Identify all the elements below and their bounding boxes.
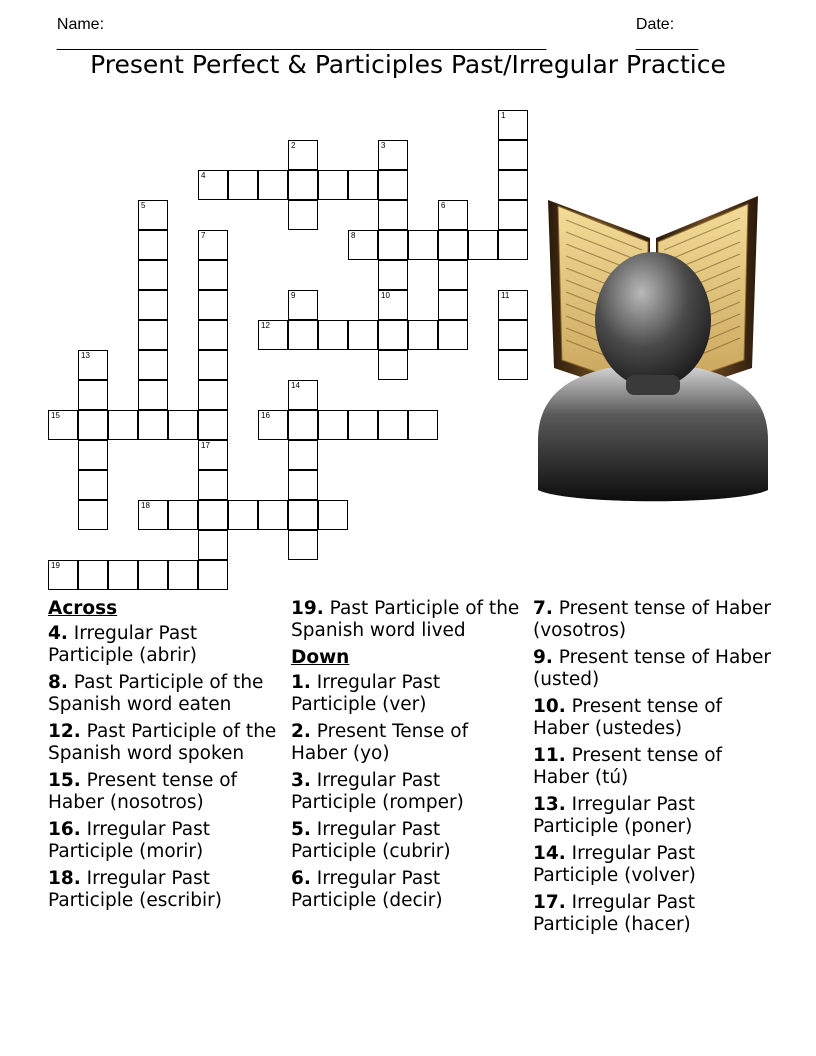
cell-number: 3 — [381, 141, 386, 150]
grid-cell[interactable] — [168, 500, 198, 530]
grid-cell[interactable] — [318, 410, 348, 440]
clue-number: 5. — [291, 819, 311, 840]
grid-cell[interactable] — [498, 140, 528, 170]
grid-cell[interactable] — [288, 380, 318, 410]
clue-text: Irregular Past Participle (decir) — [291, 868, 443, 911]
grid-cell[interactable] — [318, 320, 348, 350]
grid-cell[interactable] — [378, 320, 408, 350]
clue-number: 7. — [533, 598, 553, 619]
grid-cell[interactable] — [168, 560, 198, 590]
grid-cell[interactable] — [288, 320, 318, 350]
name-field[interactable]: _______________________________________________________ — [56, 34, 547, 51]
clue-item — [48, 623, 280, 667]
clue-number: 9. — [533, 647, 553, 668]
grid-cell[interactable] — [138, 350, 168, 380]
clue-text: Past Participle of the Spanish word lived — [291, 598, 520, 641]
cell-number: 16 — [261, 411, 270, 420]
cell-number: 14 — [291, 381, 300, 390]
clue-number: 6. — [291, 868, 311, 889]
clue-number: 17. — [533, 892, 566, 913]
grid-cell[interactable] — [198, 260, 228, 290]
grid-cell[interactable] — [138, 380, 168, 410]
grid-cell[interactable] — [348, 170, 378, 200]
grid-cell[interactable] — [498, 230, 528, 260]
grid-cell[interactable] — [378, 410, 408, 440]
cell-number: 5 — [141, 201, 146, 210]
person-reading-book-icon — [538, 190, 768, 510]
grid-cell[interactable] — [438, 260, 468, 290]
clue-item — [48, 770, 280, 814]
name-label: Name: — [56, 16, 105, 33]
grid-cell[interactable] — [258, 410, 288, 440]
date-field[interactable]: _______ — [635, 34, 699, 51]
clue-number: 1. — [291, 672, 311, 693]
grid-cell[interactable] — [78, 440, 108, 470]
grid-cell[interactable] — [138, 290, 168, 320]
clue-item — [291, 770, 525, 814]
down-heading: Down — [291, 647, 350, 668]
clue-number: 8. — [48, 672, 68, 693]
clue-number: 15. — [48, 770, 81, 791]
cell-number: 7 — [201, 231, 206, 240]
cell-number: 2 — [291, 141, 296, 150]
clue-item — [533, 745, 773, 789]
clue-text: Present tense of Haber (vosotros) — [533, 598, 772, 641]
grid-cell[interactable] — [378, 200, 408, 230]
grid-cell[interactable] — [138, 260, 168, 290]
clue-number: 16. — [48, 819, 81, 840]
grid-cell[interactable] — [438, 320, 468, 350]
clue-item — [291, 598, 525, 642]
clue-item — [533, 843, 773, 887]
crossword-grid — [0, 0, 560, 600]
cell-number: 8 — [351, 231, 356, 240]
cell-number: 6 — [441, 201, 446, 210]
grid-cell[interactable] — [78, 470, 108, 500]
grid-cell[interactable] — [258, 170, 288, 200]
page-title: Present Perfect & Participles Past/Irregular Practice — [90, 50, 726, 79]
grid-cell[interactable] — [288, 530, 318, 560]
clue-text: Past Participle of the Spanish word spoken — [48, 721, 277, 764]
clue-item — [291, 721, 525, 765]
clue-text: Irregular Past Participle (hacer) — [533, 892, 695, 935]
grid-cell[interactable] — [378, 290, 408, 320]
date-label: Date: — [635, 16, 675, 33]
grid-cell[interactable] — [288, 170, 318, 200]
grid-cell[interactable] — [78, 560, 108, 590]
clue-item — [48, 868, 280, 912]
grid-cell[interactable] — [168, 410, 198, 440]
clue-text: Irregular Past Participle (poner) — [533, 794, 695, 837]
grid-cell[interactable] — [198, 380, 228, 410]
grid-cell[interactable] — [378, 260, 408, 290]
clue-item — [291, 868, 525, 912]
grid-cell[interactable] — [318, 170, 348, 200]
clue-item — [291, 672, 525, 716]
grid-cell[interactable] — [78, 410, 108, 440]
grid-cell[interactable] — [258, 500, 288, 530]
date-line — [627, 0, 698, 52]
grid-cell[interactable] — [288, 140, 318, 170]
grid-cell[interactable] — [108, 560, 138, 590]
clues-column-1 — [48, 598, 280, 917]
grid-cell[interactable] — [348, 230, 378, 260]
grid-cell[interactable] — [78, 380, 108, 410]
grid-cell[interactable] — [138, 230, 168, 260]
clue-number: 18. — [48, 868, 81, 889]
clue-item — [533, 892, 773, 936]
grid-cell[interactable] — [48, 560, 78, 590]
grid-cell[interactable] — [138, 500, 168, 530]
across-heading: Across — [48, 598, 118, 619]
grid-cell[interactable] — [498, 290, 528, 320]
grid-cell[interactable] — [288, 290, 318, 320]
grid-cell[interactable] — [138, 410, 168, 440]
grid-cell[interactable] — [198, 500, 228, 530]
grid-cell[interactable] — [198, 470, 228, 500]
grid-cell[interactable] — [198, 440, 228, 470]
grid-cell[interactable] — [318, 500, 348, 530]
clue-text: Irregular Past Participle (romper) — [291, 770, 464, 813]
clue-number: 19. — [291, 598, 324, 619]
grid-cell[interactable] — [408, 230, 438, 260]
grid-cell[interactable] — [468, 230, 498, 260]
grid-cell[interactable] — [288, 500, 318, 530]
cell-number: 11 — [501, 291, 510, 300]
clue-item — [291, 819, 525, 863]
grid-cell[interactable] — [348, 320, 378, 350]
clues-column-3 — [533, 598, 773, 941]
grid-cell[interactable] — [198, 410, 228, 440]
cell-number: 10 — [381, 291, 390, 300]
cell-number: 17 — [201, 441, 210, 450]
grid-cell[interactable] — [138, 200, 168, 230]
grid-cell[interactable] — [288, 200, 318, 230]
grid-cell[interactable] — [258, 320, 288, 350]
clue-number: 12. — [48, 721, 81, 742]
grid-cell[interactable] — [198, 530, 228, 560]
grid-cell[interactable] — [198, 560, 228, 590]
grid-cell[interactable] — [108, 410, 138, 440]
cell-number: 1 — [501, 111, 506, 120]
clue-item — [48, 819, 280, 863]
grid-cell[interactable] — [198, 290, 228, 320]
grid-cell[interactable] — [498, 110, 528, 140]
clue-item — [48, 672, 280, 716]
cell-number: 18 — [141, 501, 150, 510]
clue-text: Irregular Past Participle (morir) — [48, 819, 210, 862]
cell-number: 15 — [51, 411, 60, 420]
grid-cell[interactable] — [408, 410, 438, 440]
clue-item — [533, 647, 773, 691]
grid-cell[interactable] — [348, 410, 378, 440]
clues-column-2 — [291, 598, 525, 917]
clue-text: Present tense of Haber (ustedes) — [533, 696, 723, 739]
grid-cell[interactable] — [138, 560, 168, 590]
clue-text: Irregular Past Participle (escribir) — [48, 868, 222, 911]
grid-cell[interactable] — [378, 230, 408, 260]
clue-text: Irregular Past Participle (ver) — [291, 672, 441, 715]
clue-number: 4. — [48, 623, 68, 644]
clue-item — [533, 598, 773, 642]
grid-cell[interactable] — [498, 170, 528, 200]
clue-item — [48, 721, 280, 765]
grid-cell[interactable] — [408, 320, 438, 350]
grid-cell[interactable] — [138, 320, 168, 350]
grid-cell[interactable] — [498, 350, 528, 380]
clue-number: 14. — [533, 843, 566, 864]
clue-text: Present tense of Haber (usted) — [533, 647, 772, 690]
cell-number: 12 — [261, 321, 270, 330]
clue-text: Present tense of Haber (tú) — [533, 745, 723, 788]
grid-cell[interactable] — [228, 170, 258, 200]
grid-cell[interactable] — [498, 200, 528, 230]
grid-cell[interactable] — [288, 410, 318, 440]
grid-cell[interactable] — [438, 290, 468, 320]
grid-cell[interactable] — [78, 350, 108, 380]
grid-cell[interactable] — [198, 230, 228, 260]
grid-cell[interactable] — [378, 170, 408, 200]
grid-cell[interactable] — [48, 410, 78, 440]
cell-number: 9 — [291, 291, 296, 300]
cell-number: 19 — [51, 561, 60, 570]
grid-cell[interactable] — [378, 140, 408, 170]
cell-number: 13 — [81, 351, 90, 360]
grid-cell[interactable] — [198, 170, 228, 200]
grid-cell[interactable] — [288, 440, 318, 470]
grid-cell[interactable] — [438, 230, 468, 260]
clue-text: Past Participle of the Spanish word eaten — [48, 672, 264, 715]
clue-item — [533, 794, 773, 838]
clue-number: 11. — [533, 745, 566, 766]
clue-number: 10. — [533, 696, 566, 717]
grid-cell[interactable] — [78, 500, 108, 530]
grid-cell[interactable] — [438, 200, 468, 230]
grid-cell[interactable] — [498, 320, 528, 350]
grid-cell[interactable] — [288, 470, 318, 500]
clue-number: 2. — [291, 721, 311, 742]
clue-number: 3. — [291, 770, 311, 791]
grid-cell[interactable] — [378, 350, 408, 380]
clue-text: Irregular Past Participle (abrir) — [48, 623, 198, 666]
cell-number: 4 — [201, 171, 206, 180]
grid-cell[interactable] — [198, 350, 228, 380]
clue-item — [533, 696, 773, 740]
clue-text: Irregular Past Participle (cubrir) — [291, 819, 451, 862]
clue-text: Present Tense of Haber (yo) — [291, 721, 469, 764]
grid-cell[interactable] — [198, 320, 228, 350]
grid-cell[interactable] — [228, 500, 258, 530]
clue-number: 13. — [533, 794, 566, 815]
clue-text: Irregular Past Participle (volver) — [533, 843, 696, 886]
clue-text: Present tense of Haber (nosotros) — [48, 770, 238, 813]
